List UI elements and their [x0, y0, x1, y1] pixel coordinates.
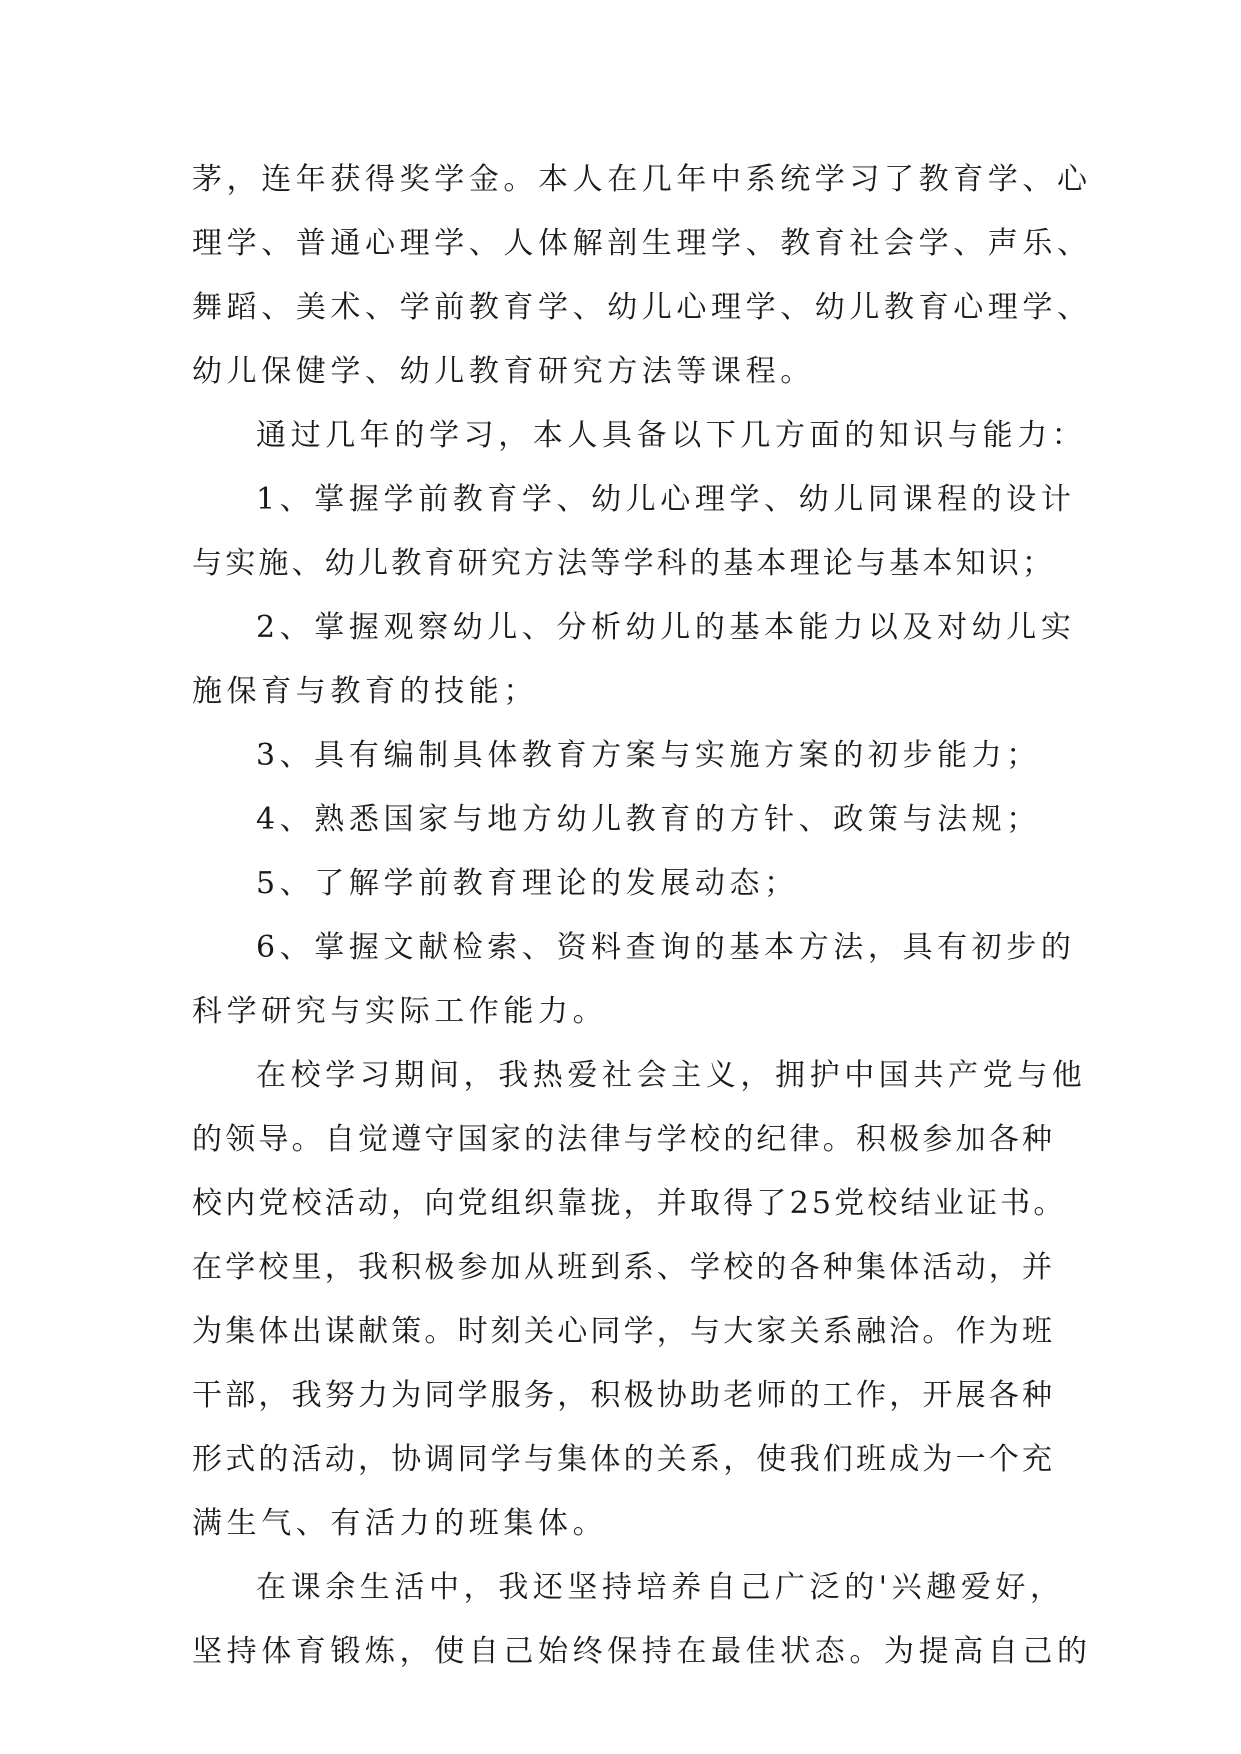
list-item-2: 2、掌握观察幼儿、分析幼儿的基本能力以及对幼儿实: [256, 610, 1076, 645]
text-line: 在学校里，我积极参加从班到系、学校的各种集体活动，并: [192, 1250, 1056, 1285]
list-item-3: 3、具有编制具体教育方案与实施方案的初步能力；: [256, 738, 1041, 773]
text-line: 舞蹈、美术、学前教育学、幼儿心理学、幼儿教育心理学、: [192, 290, 1092, 325]
text-line: 坚持体育锻炼，使自己始终保持在最佳状态。为提高自己的: [192, 1634, 1092, 1669]
paragraph-start: 在校学习期间，我热爱社会主义，拥护中国共产党与他: [256, 1058, 1087, 1093]
text-line: 幼儿保健学、幼儿教育研究方法等课程。: [192, 354, 815, 389]
text-line: 的领导。自觉遵守国家的法律与学校的纪律。积极参加各种: [192, 1122, 1056, 1157]
list-item-1: 1、掌握学前教育学、幼儿心理学、幼儿同课程的设计: [256, 482, 1076, 517]
paragraph-start: 在课余生活中，我还坚持培养自己广泛的'兴趣爱好，: [256, 1570, 1065, 1605]
text-line: 理学、普通心理学、人体解剖生理学、教育社会学、声乐、: [192, 226, 1092, 261]
text-line: 施保育与教育的技能；: [192, 674, 538, 709]
text-line: 干部，我努力为同学服务，积极协助老师的工作，开展各种: [192, 1378, 1056, 1413]
list-item-6: 6、掌握文献检索、资料查询的基本方法，具有初步的: [256, 930, 1076, 965]
document-body: [192, 160, 1092, 1696]
list-item-4: 4、熟悉国家与地方幼儿教育的方针、政策与法规；: [256, 802, 1041, 837]
text-line: 校内党校活动，向党组织靠拢，并取得了25党校结业证书。: [192, 1186, 1067, 1221]
text-line: 为集体出谋献策。时刻关心同学，与大家关系融洽。作为班: [192, 1314, 1056, 1349]
text-line: 茅，连年获得奖学金。本人在几年中系统学习了教育学、心: [192, 162, 1092, 197]
text-line: 满生气、有活力的班集体。: [192, 1506, 608, 1541]
text-line: 科学研究与实际工作能力。: [192, 994, 608, 1029]
list-item-5: 5、了解学前教育理论的发展动态；: [256, 866, 799, 901]
paragraph-start: 通过几年的学习，本人具备以下几方面的知识与能力：: [256, 418, 1087, 453]
text-line: 与实施、幼儿教育研究方法等学科的基本理论与基本知识；: [192, 546, 1056, 581]
text-line: 形式的活动，协调同学与集体的关系，使我们班成为一个充: [192, 1442, 1056, 1477]
